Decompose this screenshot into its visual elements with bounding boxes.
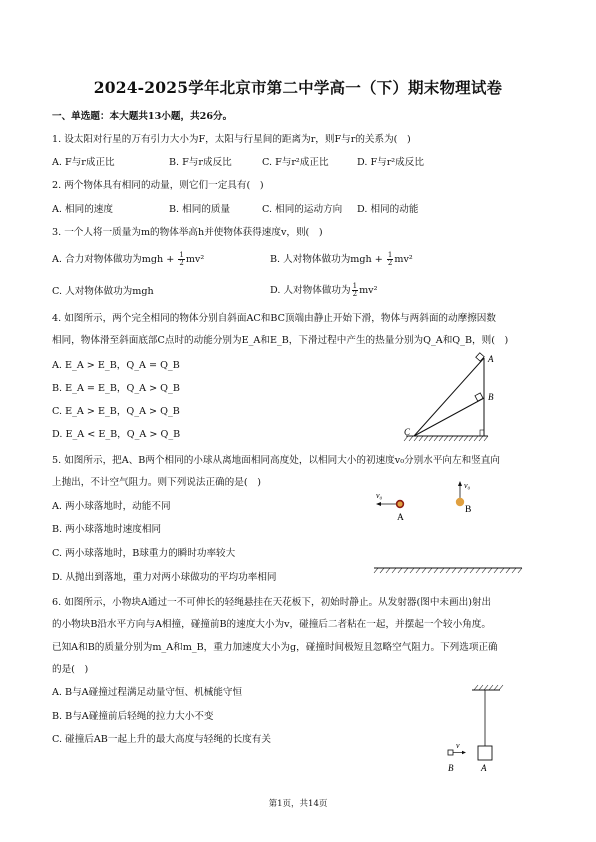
one-half-fraction: $\frac{1}{2}$ <box>387 251 393 267</box>
q4-option-c[interactable]: C. E_A > E_B，Q_A > Q_B <box>52 406 180 417</box>
block-a-label: A <box>481 763 487 773</box>
q6-stem-line1: 6. 如图所示，小物块A通过一不可伸长的轻绳悬挂在天花板下，初始时静止。从发射器(图中未画出)射出 <box>52 597 492 608</box>
q5-projectile-figure <box>370 478 530 578</box>
q1-option-b[interactable]: B. F与r成反比 <box>169 157 232 168</box>
block-b-label: B <box>448 763 454 773</box>
q4-option-b[interactable]: B. E_A = E_B，Q_A > Q_B <box>52 383 180 394</box>
q5-option-c[interactable]: C. 两小球落地时，B球重力的瞬时功率较大 <box>52 548 236 559</box>
q5-option-a[interactable]: A. 两小球落地时，动能不同 <box>52 501 171 512</box>
q4-incline-figure <box>400 350 520 445</box>
q5-option-d[interactable]: D. 从抛出到落地，重力对两小球做功的平均功率相同 <box>52 572 277 583</box>
q5-option-b[interactable]: B. 两小球落地时速度相同 <box>52 524 162 535</box>
q4-option-d[interactable]: D. E_A < E_B，Q_A > Q_B <box>52 429 181 440</box>
label-b: B <box>488 392 494 402</box>
q3-option-b-tail: mv² <box>394 254 413 265</box>
ball-b <box>456 498 464 506</box>
q3-stem: 3. 一个人将一质量为m的物体举高h并使物体获得速度v，则( ) <box>52 227 323 238</box>
section-heading: 一、单选题：本大题共13小题，共26分。 <box>52 111 233 122</box>
q4-stem-line2: 相同，物体滑至斜面底部C点时的动能分别为E_A和E_B，下滑过程中产生的热量分别为Q_A和Q_B，则( ) <box>52 335 509 346</box>
q3-option-b-text: B. 人对物体做功为mgh + <box>270 254 386 265</box>
one-half-fraction: $\frac{1}{2}$ <box>179 251 184 267</box>
v0-label-a: v₀ <box>376 491 383 500</box>
q6-stem-line3: 已知A和B的质量分别为m_A和m_B，重力加速度大小为g，碰撞时间极短且忽略空气阻力。下列选项正确 <box>52 642 498 653</box>
label-a: A <box>488 354 494 364</box>
q2-option-c[interactable]: C. 相同的运动方向 <box>262 204 343 215</box>
q1-option-d[interactable]: D. F与r²成反比 <box>357 157 424 168</box>
q6-option-c[interactable]: C. 碰撞后AB一起上升的最大高度与轻绳的长度有关 <box>52 734 271 745</box>
q4-stem-line1: 4. 如图所示，两个完全相同的物体分别自斜面AC和BC顶端由静止开始下滑，物体与两斜面的动摩擦因数 <box>52 313 496 324</box>
v0-label-b: v₀ <box>464 481 471 490</box>
q3-option-a-text: A. 合力对物体做功为mgh + <box>52 254 178 265</box>
q6-stem-line2: 的小物块B沿水平方向与A相撞，碰撞前B的速度大小为v，碰撞后二者粘在一起，并摆起一个较小角度。 <box>52 619 491 630</box>
ball-a-label: A <box>397 513 404 523</box>
page-title: 2024-2025学年北京市第二中学高一（下）期末物理试卷 <box>93 78 503 97</box>
q3-option-b[interactable] <box>270 252 413 267</box>
q1-option-c[interactable]: C. F与r²成正比 <box>262 157 329 168</box>
q6-stem-line4: 的是( ) <box>52 664 89 675</box>
q1-option-a[interactable]: A. F与r成正比 <box>52 157 115 168</box>
block-a <box>478 746 492 760</box>
q3-option-d[interactable] <box>270 283 377 298</box>
q2-option-b[interactable]: B. 相同的质量 <box>169 204 231 215</box>
q6-pendulum-figure <box>440 684 510 776</box>
q3-option-c[interactable]: C. 人对物体做功为mgh <box>52 286 154 297</box>
label-c: C <box>404 427 411 437</box>
ball-b-label: B <box>465 505 472 515</box>
q6-option-a[interactable]: A. B与A碰撞过程满足动量守恒、机械能守恒 <box>52 687 243 698</box>
block-b <box>448 750 453 755</box>
q3-option-d-text: D. 人对物体做功为 <box>270 285 351 296</box>
q2-stem: 2. 两个物体具有相同的动量，则它们一定具有( ) <box>52 180 264 191</box>
q2-option-d[interactable]: D. 相同的动能 <box>357 204 419 215</box>
q3-option-a-tail: mv² <box>185 254 205 265</box>
q4-option-a[interactable]: A. E_A > E_B，Q_A = Q_B <box>52 360 180 371</box>
q3-option-d-tail: mv² <box>359 285 378 296</box>
q5-stem-line2: 上抛出，不计空气阻力。则下列说法正确的是( ) <box>52 477 261 488</box>
one-half-fraction: $\frac{1}{2}$ <box>352 282 358 298</box>
q5-stem-line1: 5. 如图所示，把A、B两个相同的小球从离地面相同高度处，以相同大小的初速度v₀分别水平向左和竖直向 <box>52 455 500 466</box>
q6-option-b[interactable]: B. B与A碰撞前后轻绳的拉力大小不变 <box>52 711 214 722</box>
velocity-label: v <box>456 741 460 750</box>
q2-option-a[interactable]: A. 相同的速度 <box>52 204 113 215</box>
q3-option-a[interactable] <box>52 252 204 267</box>
page-footer: 第1页，共14页 <box>268 799 328 809</box>
q1-stem: 1. 设太阳对行星的万有引力大小为F，太阳与行星间的距离为r，则F与r的关系为( ) <box>52 134 411 145</box>
